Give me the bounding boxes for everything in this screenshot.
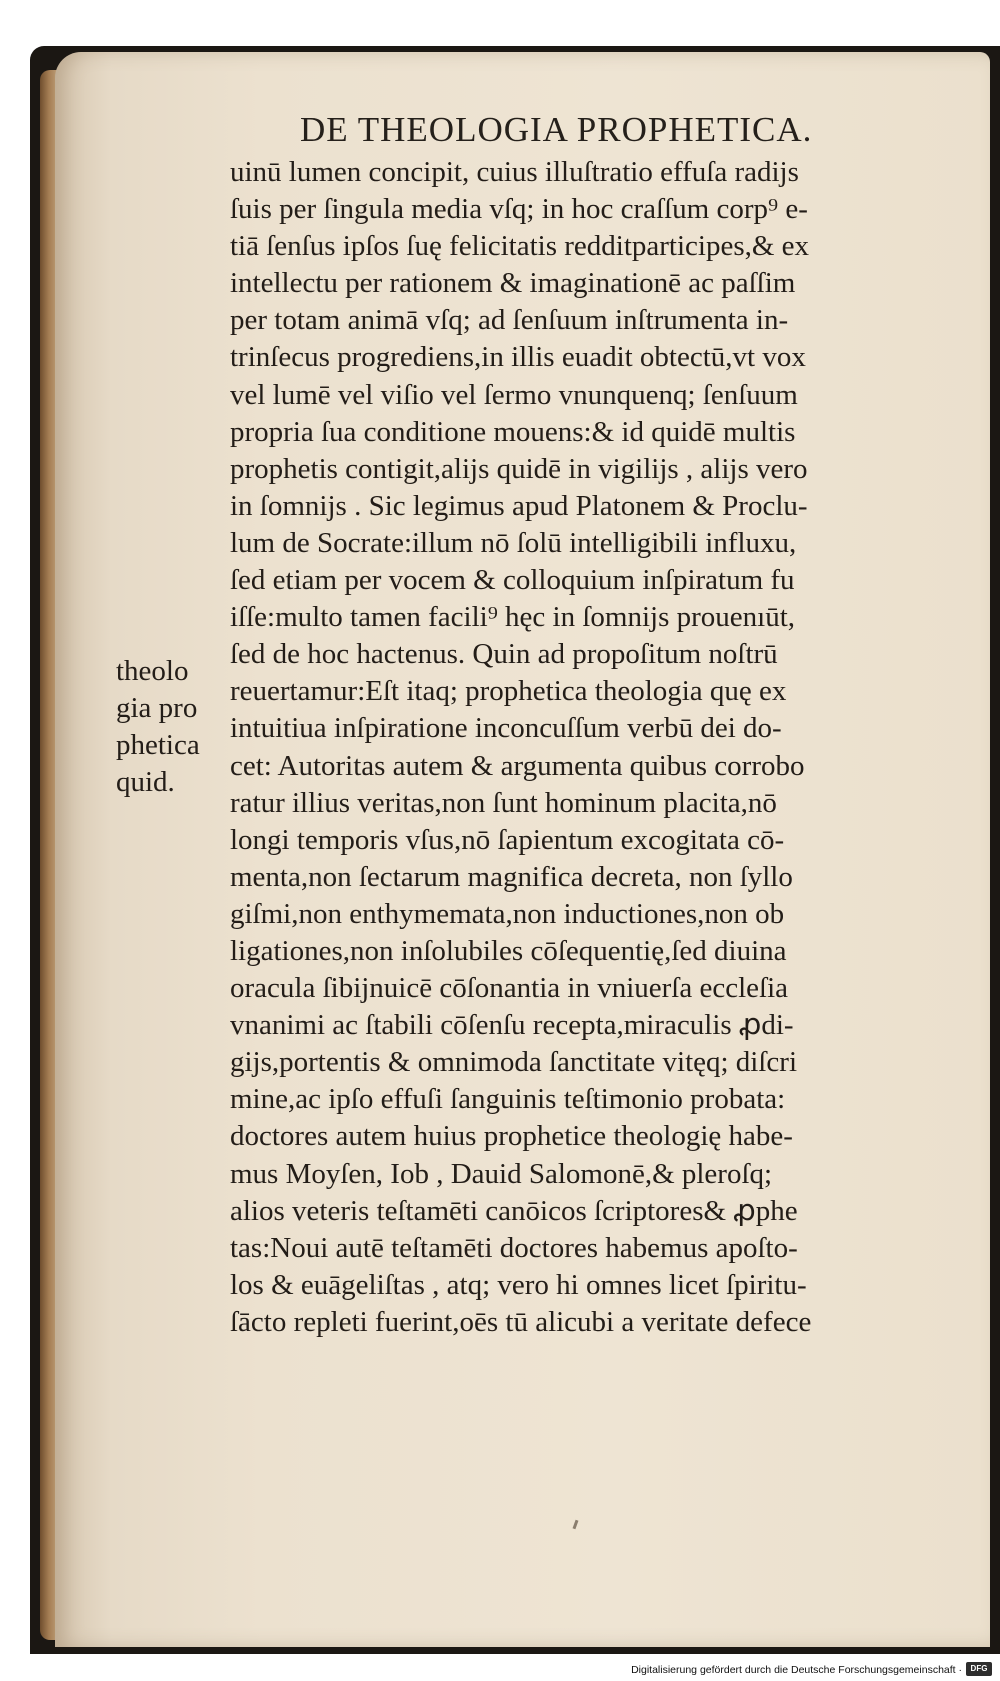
text-line: tas:Noui autē teſtamēti doctores habemus apoſto-	[230, 1231, 798, 1264]
text-line: oracula ſibijnuicē cōſonantia in vniuerſa eccleſia	[230, 972, 788, 1005]
text-line: mine,ac ipſo effuſi ſanguinis teſtimonio probata:	[230, 1083, 786, 1116]
text-line: giſmi,non enthymemata,non inductiones,non ob	[230, 897, 785, 930]
text-line: los & euāgeliſtas , atq; vero hi omnes licet ſpiritu-	[230, 1268, 807, 1301]
dfg-logo: DFG	[966, 1662, 992, 1676]
digitization-credit: Digitalisierung gefördert durch die Deutsche Forschungsgemeinschaft ·	[631, 1664, 962, 1676]
text-line: cet: Autoritas autem & argumenta quibus corrobo	[230, 749, 805, 782]
marginal-note-line: theolo	[116, 655, 189, 687]
text-line: ratur illius veritas,non ſunt hominum placita,nō	[230, 786, 777, 819]
marginal-note-line: gia pro	[116, 692, 198, 724]
marginal-note	[116, 653, 200, 801]
running-head: DE THEOLOGIA PROPHETICA.	[300, 110, 813, 149]
text-line: gijs,portentis & omnimoda ſanctitate vitęq; diſcri	[230, 1046, 798, 1079]
text-line: ſācto repleti fuerint,oēs tū alicubi a veritate defece	[230, 1305, 812, 1338]
text-line: ſed de hoc hactenus. Quin ad propoſitum noſtrū	[230, 638, 778, 671]
text-line: uinū lumen concipit, cuius illuſtratio effuſa radijs	[230, 156, 799, 188]
text-line: lum de Socrate:illum nō ſolū intelligibili influxu,	[230, 526, 797, 559]
text-line: in ſomnijs . Sic legimus apud Platonem & Proclu-	[230, 489, 808, 522]
marginal-note-line: phetica	[116, 729, 200, 761]
marginal-note-line: quid.	[116, 766, 175, 798]
text-line: menta,non ſectarum magnifica decreta, non ſyllo	[230, 860, 793, 893]
text-line: intellectu per rationem & imaginationē ac paſſim	[230, 267, 796, 300]
text-line: per totam animā vſq; ad ſenſuum inſtrumenta in-	[230, 304, 789, 337]
text-line: ſed etiam per vocem & colloquium inſpiratum fu	[230, 564, 795, 597]
text-line: propria ſua conditione mouens:& id quidē multis	[230, 415, 796, 448]
text-line: intuitiua inſpiratione inconcuſſum verbū dei do-	[230, 712, 782, 745]
text-line: prophetis contigit,alijs quidē in vigilijs , alijs vero	[230, 452, 808, 485]
text-line: iſſe:multo tamen facili⁹ hęc in ſomnijs prouenıūt,	[230, 601, 796, 634]
text-line: ligationes,non inſolubiles cōſequentię,ſed diuina	[230, 934, 787, 967]
text-line: mus Moyſen, Iob , Dauid Salomonē,& pleroſq;	[230, 1157, 773, 1190]
text-line: ſuis per ſingula media vſq; in hoc craſſum corp⁹ e-	[230, 193, 808, 226]
text-line: vel lumē vel viſio vel ſermo vnunquenq; ſenſuum	[230, 378, 798, 411]
text-line: trinſecus progrediens,in illis euadit obtectū,vt vox	[230, 341, 806, 374]
body-text	[230, 154, 945, 1341]
text-line: longi temporis vſus,nō ſapientum excogitata cō-	[230, 823, 785, 856]
text-line: tiā ſenſus ipſos ſuę felicitatis redditparticipes,& ex	[230, 230, 810, 263]
text-line: alios veteris teſtamēti canōicos ſcriptores& ꝓphe	[230, 1194, 798, 1227]
text-line: doctores autem huius prophetice theologię habe-	[230, 1120, 793, 1153]
text-line: reuertamur:Eſt itaq; prophetica theologia quę ex	[230, 675, 787, 708]
text-line: vnanimi ac ſtabili cōſenſu recepta,miraculis ꝓdi-	[230, 1009, 794, 1042]
